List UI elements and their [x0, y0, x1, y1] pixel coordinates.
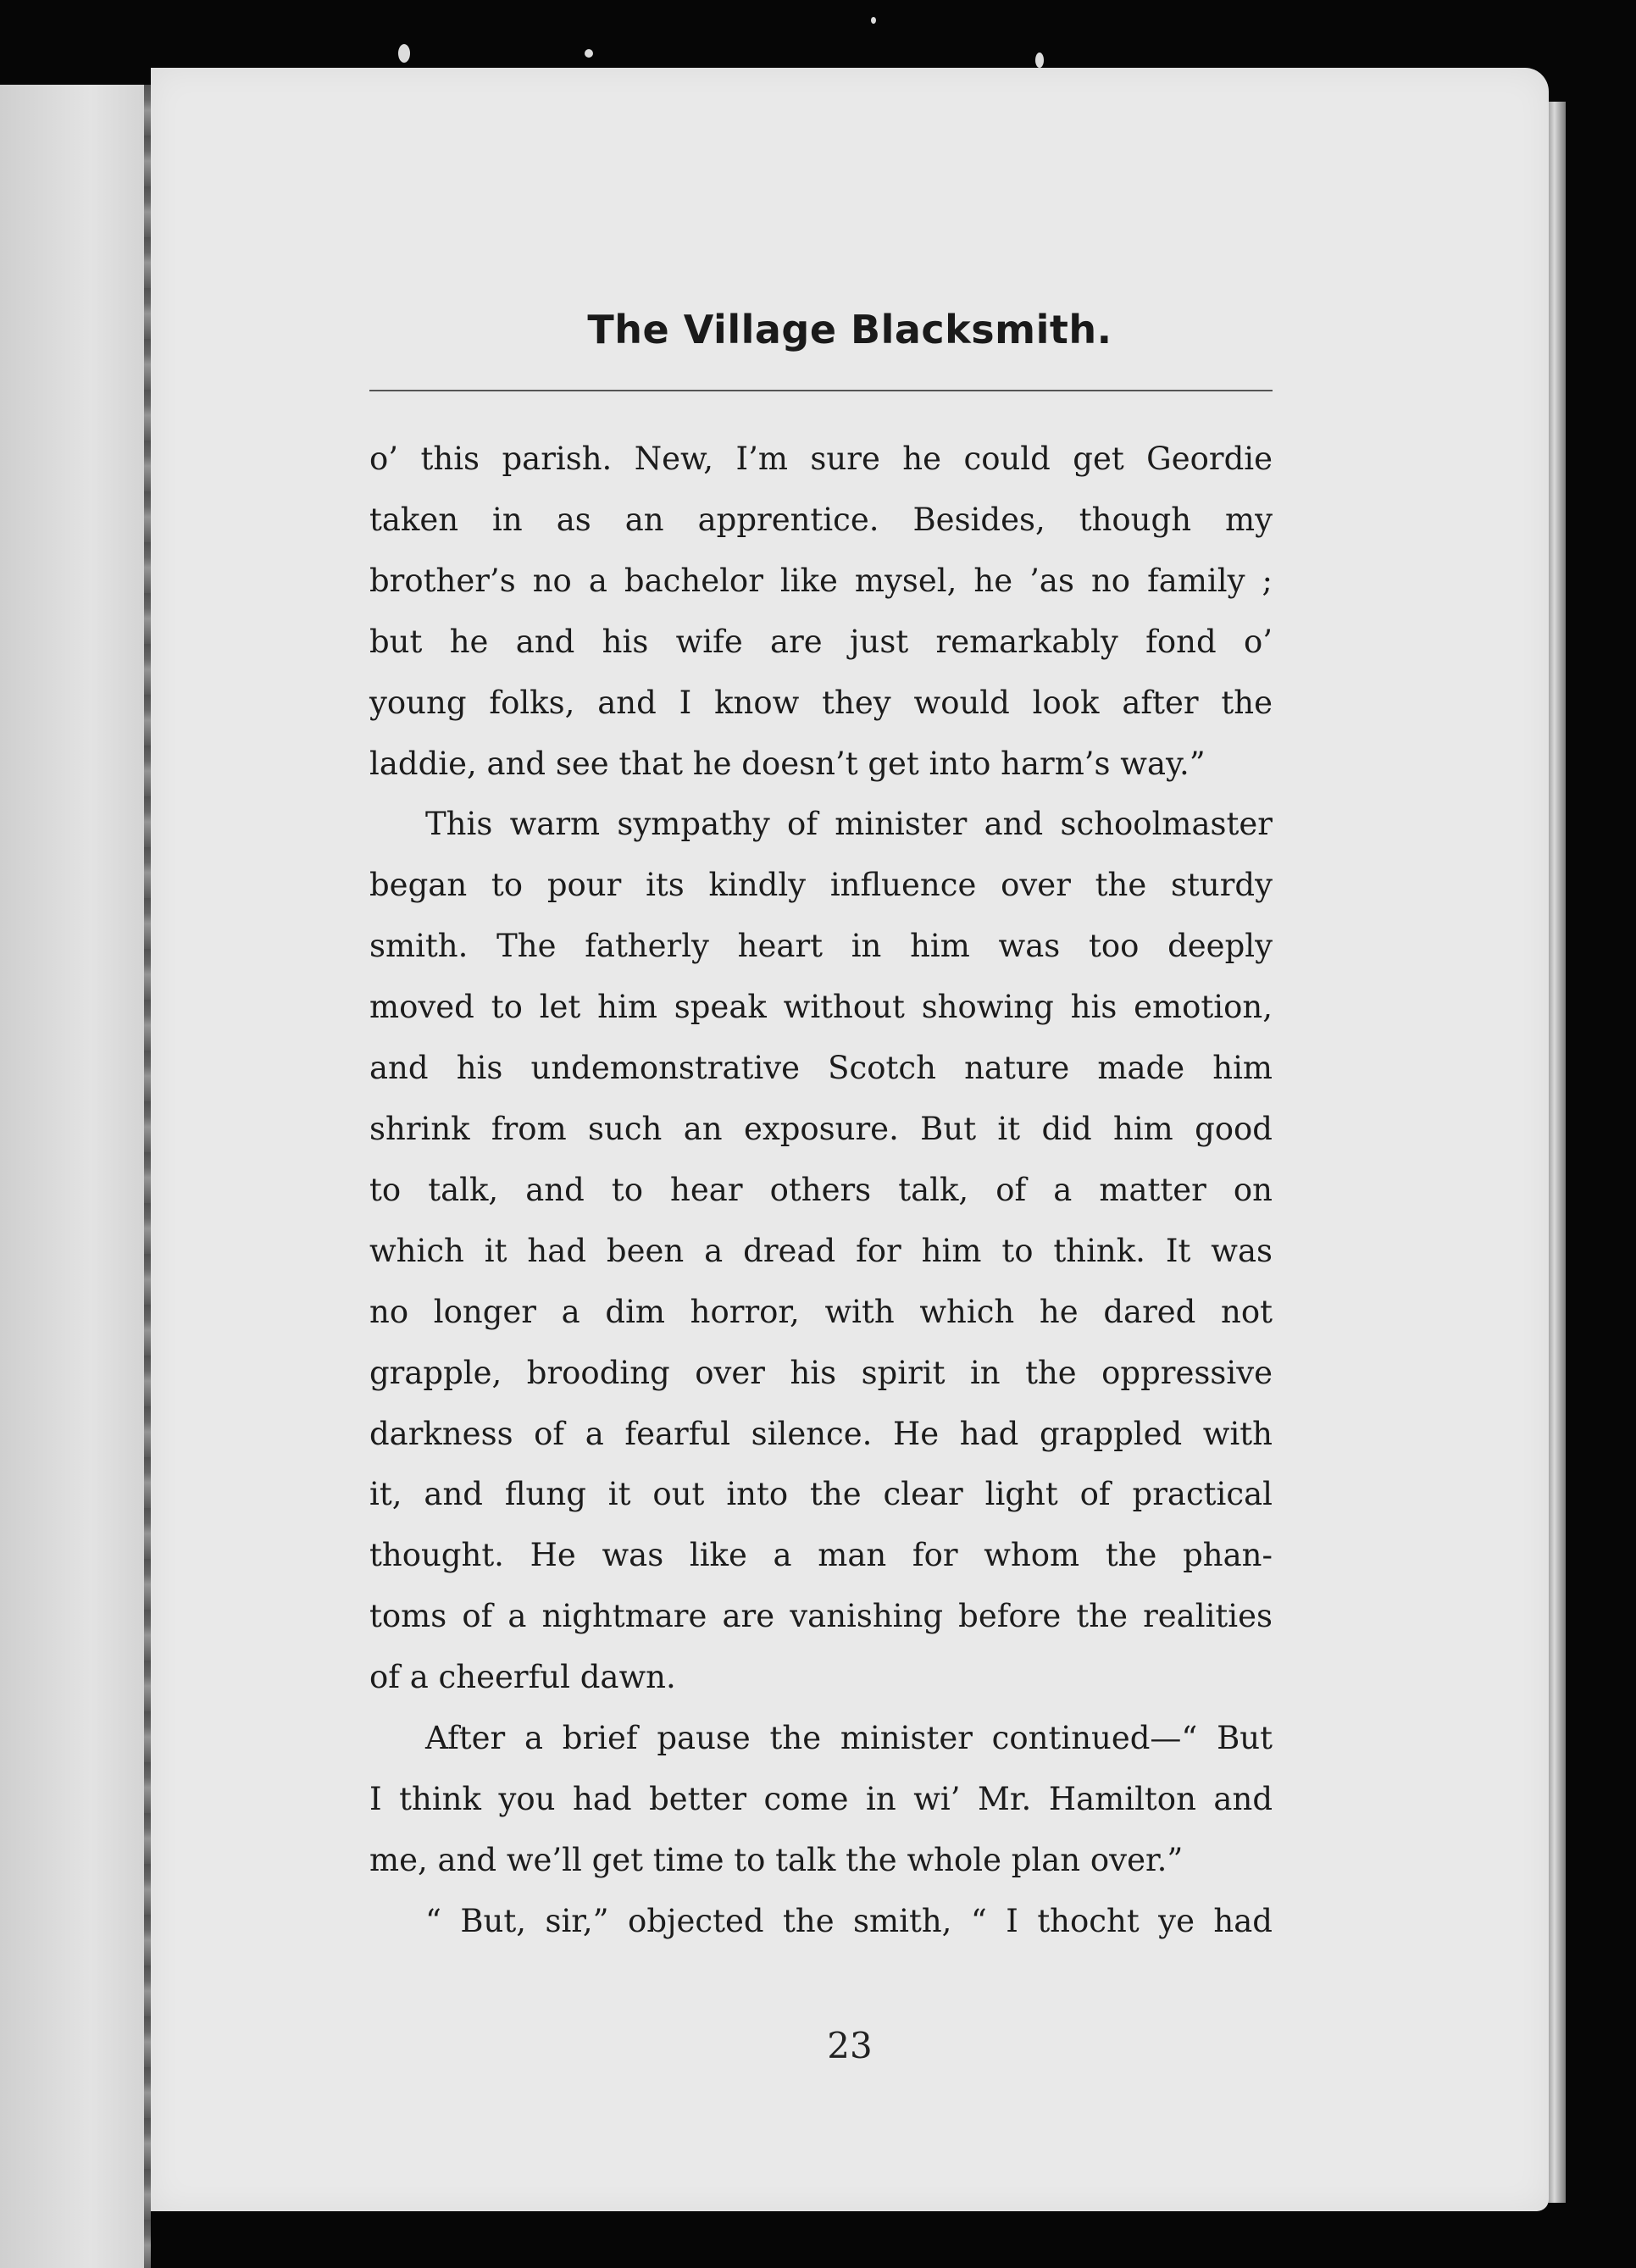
text-line: and his undemonstrative Scotch nature made him — [369, 1050, 1273, 1087]
body-text — [369, 429, 1273, 1952]
text-line: no longer a dim horror, with which he dared not — [369, 1293, 1273, 1330]
page-number: 23 — [827, 2025, 873, 2066]
text-line: laddie, and see that he doesn’t get into harm’s way.” — [369, 745, 1206, 782]
page-fore-edge — [1547, 102, 1566, 2203]
scan-speck — [398, 44, 410, 63]
running-head: The Village Blacksmith. — [587, 307, 1112, 352]
text-line: me, and we’ll get time to talk the whole plan over.” — [369, 1841, 1184, 1878]
text-line: but he and his wife are just remarkably fond o’ — [369, 623, 1273, 660]
text-line: to talk, and to hear others talk, of a matter on — [369, 1171, 1273, 1208]
text-line: smith. The fatherly heart in him was too deeply — [369, 928, 1273, 965]
scan-speck — [1035, 53, 1044, 68]
text-line: toms of a nightmare are vanishing before the realities — [369, 1598, 1273, 1635]
text-line: This warm sympathy of minister and schoolmaster — [425, 806, 1273, 843]
text-line: “ But, sir,” objected the smith, “ I thocht ye had — [425, 1902, 1273, 1939]
text-line: young folks, and I know they would look after the — [369, 684, 1273, 721]
text-line: it, and flung it out into the clear light of practical — [369, 1476, 1273, 1513]
text-line: grapple, brooding over his spirit in the oppressive — [369, 1354, 1273, 1391]
text-line: taken in as an apprentice. Besides, though my — [369, 501, 1273, 538]
text-line: thought. He was like a man for whom the phan- — [369, 1537, 1273, 1574]
text-line: began to pour its kindly influence over the sturdy — [369, 867, 1273, 904]
text-line: of a cheerful dawn. — [369, 1659, 676, 1696]
text-line: which it had been a dread for him to think. It was — [369, 1232, 1273, 1269]
facing-page-gutter — [144, 85, 151, 2268]
scan-speck — [585, 49, 593, 58]
facing-page-edge — [0, 85, 151, 2268]
text-line: o’ this parish. New, I’m sure he could get Geordie — [369, 441, 1273, 477]
text-line: darkness of a fearful silence. He had grappled with — [369, 1415, 1273, 1452]
text-line: I think you had better come in wi’ Mr. Hamilton and — [369, 1780, 1273, 1817]
text-line: brother’s no a bachelor like mysel, he ’as no family ; — [369, 562, 1273, 599]
text-line: shrink from such an exposure. But it did him good — [369, 1110, 1273, 1147]
text-line: moved to let him speak without showing his emotion, — [369, 989, 1273, 1026]
scan-speck — [871, 17, 876, 24]
text-line: After a brief pause the minister continued—“ But — [425, 1720, 1273, 1757]
book-page — [151, 68, 1549, 2211]
header-rule — [369, 390, 1273, 391]
